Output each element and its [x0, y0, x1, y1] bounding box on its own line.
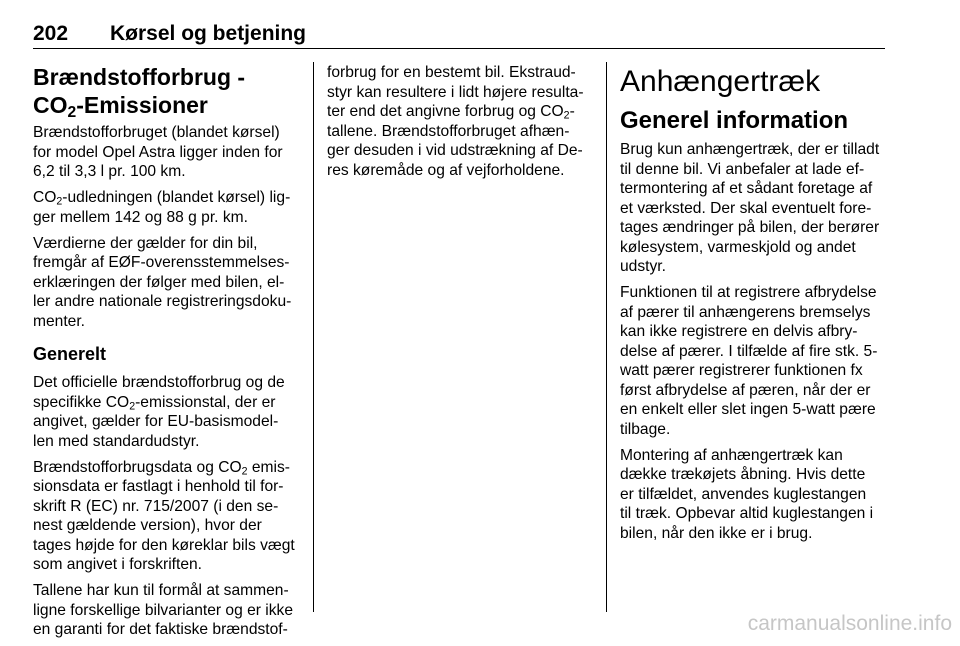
paragraph-official-consumption: Det officielle brændstofforbrug og de specifikke $CO_2$-emissionstal, der er angivet, gælder for EU-basismodel- len med standardudstyr. [33, 374, 285, 450]
paragraph-continued: forbrug for en bestemt bil. Ekstraud- styr kan resultere i lidt højere resulta- ter end det angivne forbrug og $CO_2-$ tallene. Brændstofforbruget afhæn- ger desuden i vid udstrækning af De- res køremåde og af vejforholdene. [327, 64, 584, 179]
heading-line-1: Brændstofforbrug - [33, 64, 246, 90]
column-1 [33, 63, 301, 646]
paragraph-fuel-consumption: Brændstofforbruget (blandet kørsel) for model Opel Astra ligger inden for 6,2 til 3,3 l pr. 100 km. [33, 124, 283, 180]
paragraph-values-documents: Værdierne der gælder for din bil, fremgår af EØF-overensstemmelses- erklæringen der følger med bilen, el- ler andre nationale registreringsdoku- menter. [33, 234, 292, 330]
column-2 [327, 63, 589, 187]
subheading-general: Generelt [33, 344, 107, 364]
paragraph-mounting: Montering af anhængertræk kan dække trækøjets åbning. Hvis dette er tilfældet, anvendes kuglestangen til træk. Opbevar altid kuglestangen i bilen, når den ikke er i brug. [620, 446, 874, 542]
section-title: Generel information [620, 107, 849, 134]
section-heading-fuel-consumption [33, 63, 301, 119]
paragraph-towbar-usage: Brug kun anhængertræk, der er tilladt til denne bil. Vi anbefaler at lade ef- termontering af et sådant foretage af et værksted. Der skal eventuelt fore- tages ændringer på bilen, der berører kølesystem, varmeskjold og andet udstyr. [620, 141, 880, 275]
page-number: 202 [33, 22, 69, 45]
running-title: Kørsel og betjening [110, 22, 307, 45]
paragraph-comparison: Tallene har kun til formål at sammen- ligne forskellige bilvarianter og er ikke en garanti for det faktiske brændstof- [33, 582, 294, 638]
column-3 [620, 63, 888, 550]
header-rule [33, 48, 885, 49]
paragraph-bulb-detection: Funktionen til at registrere afbrydelse af pærer til anhængerens bremselys kan ikke registrere en delvis afbry- delse af pærer. I tilfælde af fire stk. 5- watt pærer registrerer funktionen fx først afbrydelse af pæren, når der er en enkelt eller slet ingen 5-watt pære tilbage. [620, 284, 878, 438]
watermark: carmanualsonline.info [747, 612, 952, 635]
paragraph-consumption-data: Brændstofforbrugsdata og $CO_2$ emis- sionsdata er fastlagt i henhold til for- skrift R (EC) nr. 715/2007 (i den se- nest gældende version), hvor der tages højde for den køreklar bils vægt som angivet i forskriften. [33, 458, 295, 573]
column-divider-left [313, 62, 314, 612]
paragraph-co2-emission: $CO_2$-udledningen (blandet kørsel) lig- ger mellem 142 og 88 g pr. km. [33, 189, 291, 226]
heading-line-2: $CO_2$-Emissioner [33, 92, 208, 121]
chapter-title: Anhængertræk [620, 65, 821, 98]
column-divider-right [606, 62, 607, 612]
